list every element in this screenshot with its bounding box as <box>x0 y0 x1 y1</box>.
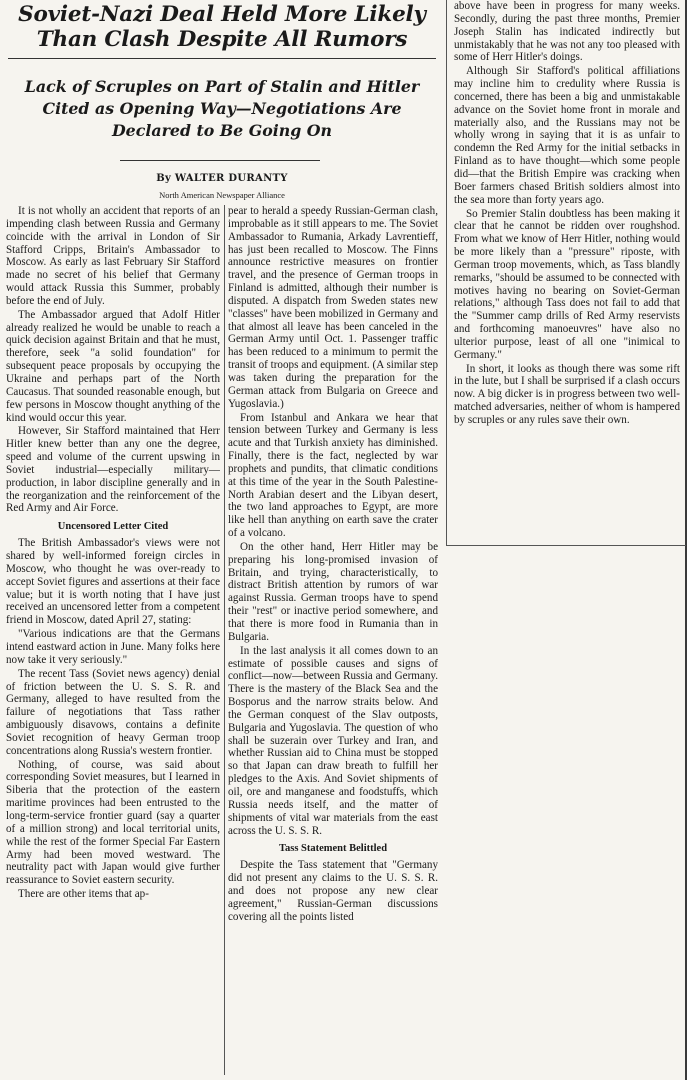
column-end-rule <box>446 545 686 546</box>
deck-subheadline: Lack of Scruples on Part of Stalin and Hitler Cited as Opening Way—Negotiations Are Declared to Be Going On <box>24 77 420 140</box>
paragraph: pear to herald a speedy Russian-German clash, improbable as it still appears to me. The Soviet Ambassador to Rumania, Arkady Lavrentieff, has just been recalled to Moscow. The Finns announce restrictive measures on frontier travel, and the presence of German troops in Finland is admitted, although their number is disputed. A dispatch from Sweden states new "classes" have been mobilized in Germany and that almost all leave has been canceled in the German Army until Oct. 1. Passenger traffic has been reduced to a minimum to permit the transit of troops and equipment. (A similar step was taken during the preparation for the German attack from Bulgaria on Greece and Yugoslavia.) <box>228 205 438 410</box>
paragraph: Nothing, of course, was said about corresponding Soviet measures, but I learned in Siberia that the protection of the eastern maritime provinces had been entrusted to the long-term-service frontier guard (say a quarter of a million strong) and local territorial units, while the rest of the former Special Far Eastern Army had been moved westward. The neutrality pact with Japan would give further reassurance to Soviet eastern security. <box>6 758 220 887</box>
deck-rule <box>120 160 320 161</box>
paragraph: However, Sir Stafford maintained that Herr Hitler knew better than any one the degree, speed and volume of the current upswing in Soviet industrial—especially military—production, in labor discipline generally and in the reorganization and the reinforcement of the Red Army and Air Force. <box>6 425 220 515</box>
news-agency: North American Newspaper Alliance <box>159 190 285 200</box>
paragraph: Although Sir Stafford's political affiliations may incline him to credulity where Russia is concerned, there has been a big and unmistakable advance on the Soviet home front in morale and materially also, and the Russians may not be wholly wrong in saying that it is as unfair to condemn the Red Army for the initial setbacks in Finland as to have thought—which some people did—that the British Empire was cracking when Boer farmers chased British soldiers almost into the sea more than forty years ago. <box>454 65 680 206</box>
paragraph: The Ambassador argued that Adolf Hitler already realized he would be unable to reach a quick decision against Britain and that he must, therefore, seek "a solid foundation" for subsequent peace proposals by occupying the Ukraine and perhaps part of the North Caucasus. That sounded reasonable enough, but few persons in Moscow thought anything of the kind would occur this year. <box>6 308 220 424</box>
headline-rule <box>8 58 436 59</box>
column-gutter <box>224 205 225 1075</box>
paragraph: So Premier Stalin doubtless has been making it clear that he cannot be ridden over roughshod. From what we know of Herr Hitler, nothing would be more likely than a "pressure" riposte, with German troop movements, which, as Tass blandly remarks, "should be assumed to be connected with motives having no bearing on Soviet-German relations," although Tass does not fail to add that the "Summer camp drills of Red Army reservists and forthcoming manoeuvres" have also no ulterior purpose, least of all one "inimical to Germany." <box>454 207 680 361</box>
paragraph: From Istanbul and Ankara we hear that tension between Turkey and Germany is less acute and that Turkish anxiety has diminished. Finally, there is the fact, neglected by war prophets and pundits, that climatic conditions at this time of the year in the South Palestine-North Arabian desert and the Libyan desert, the two land approaches to Egypt, are more like hell than anything on earth save the crater of a volcano. <box>228 411 438 540</box>
column-divider <box>446 0 447 545</box>
paragraph: "Various indications are that the Germans intend eastward action in June. Many folks here now take it very seriously." <box>6 628 220 666</box>
paragraph: The British Ambassador's views were not shared by well-informed foreign circles in Moscow, who thought he was over-ready to accept Soviet figures and assertions at their face value; but it is worth noting that I have just received an uncensored letter from a competent friend in Moscow, dated April 27, stating: <box>6 537 220 627</box>
section-subhead: Tass Statement Belittled <box>278 843 388 855</box>
article-column-2 <box>228 205 438 1075</box>
paragraph: above have been in progress for many weeks. Secondly, during the past three months, Premier Joseph Stalin has indicated indirectly but unmistakably that he was not any too pleased with some of Herr Hitler's doings. <box>454 0 680 64</box>
article-column-1 <box>6 205 220 1075</box>
byline: By WALTER DURANTY <box>156 173 288 184</box>
paragraph: In short, it looks as though there was some rift in the lute, but I shall be surprised if a clash occurs now. A big dicker is in progress between two well-matched adversaries, neither of whom is hampered by scruples or any rules save their own. <box>454 362 680 426</box>
section-subhead: Uncensored Letter Cited <box>57 521 169 533</box>
paragraph: Despite the Tass statement that "Germany did not present any claims to the U. S. S. R. and does not propose any new clear agreement," Russian-German discussions covering all the points listed <box>228 859 438 923</box>
article-column-3 <box>454 0 680 540</box>
headline: Soviet-Nazi Deal Held More Likely Than Clash Despite All Rumors <box>18 2 426 52</box>
paragraph: There are other items that ap- <box>18 888 149 901</box>
paragraph: It is not wholly an accident that reports of an impending clash between Russia and Germany coincide with the arrival in London of Sir Stafford Cripps, Britain's Ambassador to Moscow. As early as last February Sir Stafford made no secret of his belief that Germany would attack Russia this Summer, probably before the end of July. <box>6 205 220 307</box>
paragraph: The recent Tass (Soviet news agency) denial of friction between the U. S. S. R. and Germany, alleged to have resulted from the failure of negotiations that Tass rather ambiguously disavows, contains a definite Soviet recognition of heavy German troop concentrations along Russia's western frontier. <box>6 667 220 757</box>
paragraph: In the last analysis it all comes down to an estimate of possible causes and signs of conflict—now—between Russia and Germany. There is the mastery of the Black Sea and the Bosporus and the narrow straits below. And the German conquest of the Slav outposts, Bulgaria and Yugoslavia. The question of who shall be suzerain over Turkey and Iran, and whether Russian aid to China must be stopped so that Japan can draw breath to fulfill her pledges to the Axis. And Soviet shipments of oil, ore and manganese and foodstuffs, which Russia needs itself, and the matter of shipments of vital war materials from the east across the U. S. S. R. <box>228 644 438 837</box>
paragraph: On the other hand, Herr Hitler may be preparing his long-promised invasion of Britain, and trying, characteristically, to distract British attention by rumors of war against Russia. German troops have to spend their "rest" or inactive period somewhere, and that there is more food in Rumania than in Bulgaria. <box>228 540 438 643</box>
